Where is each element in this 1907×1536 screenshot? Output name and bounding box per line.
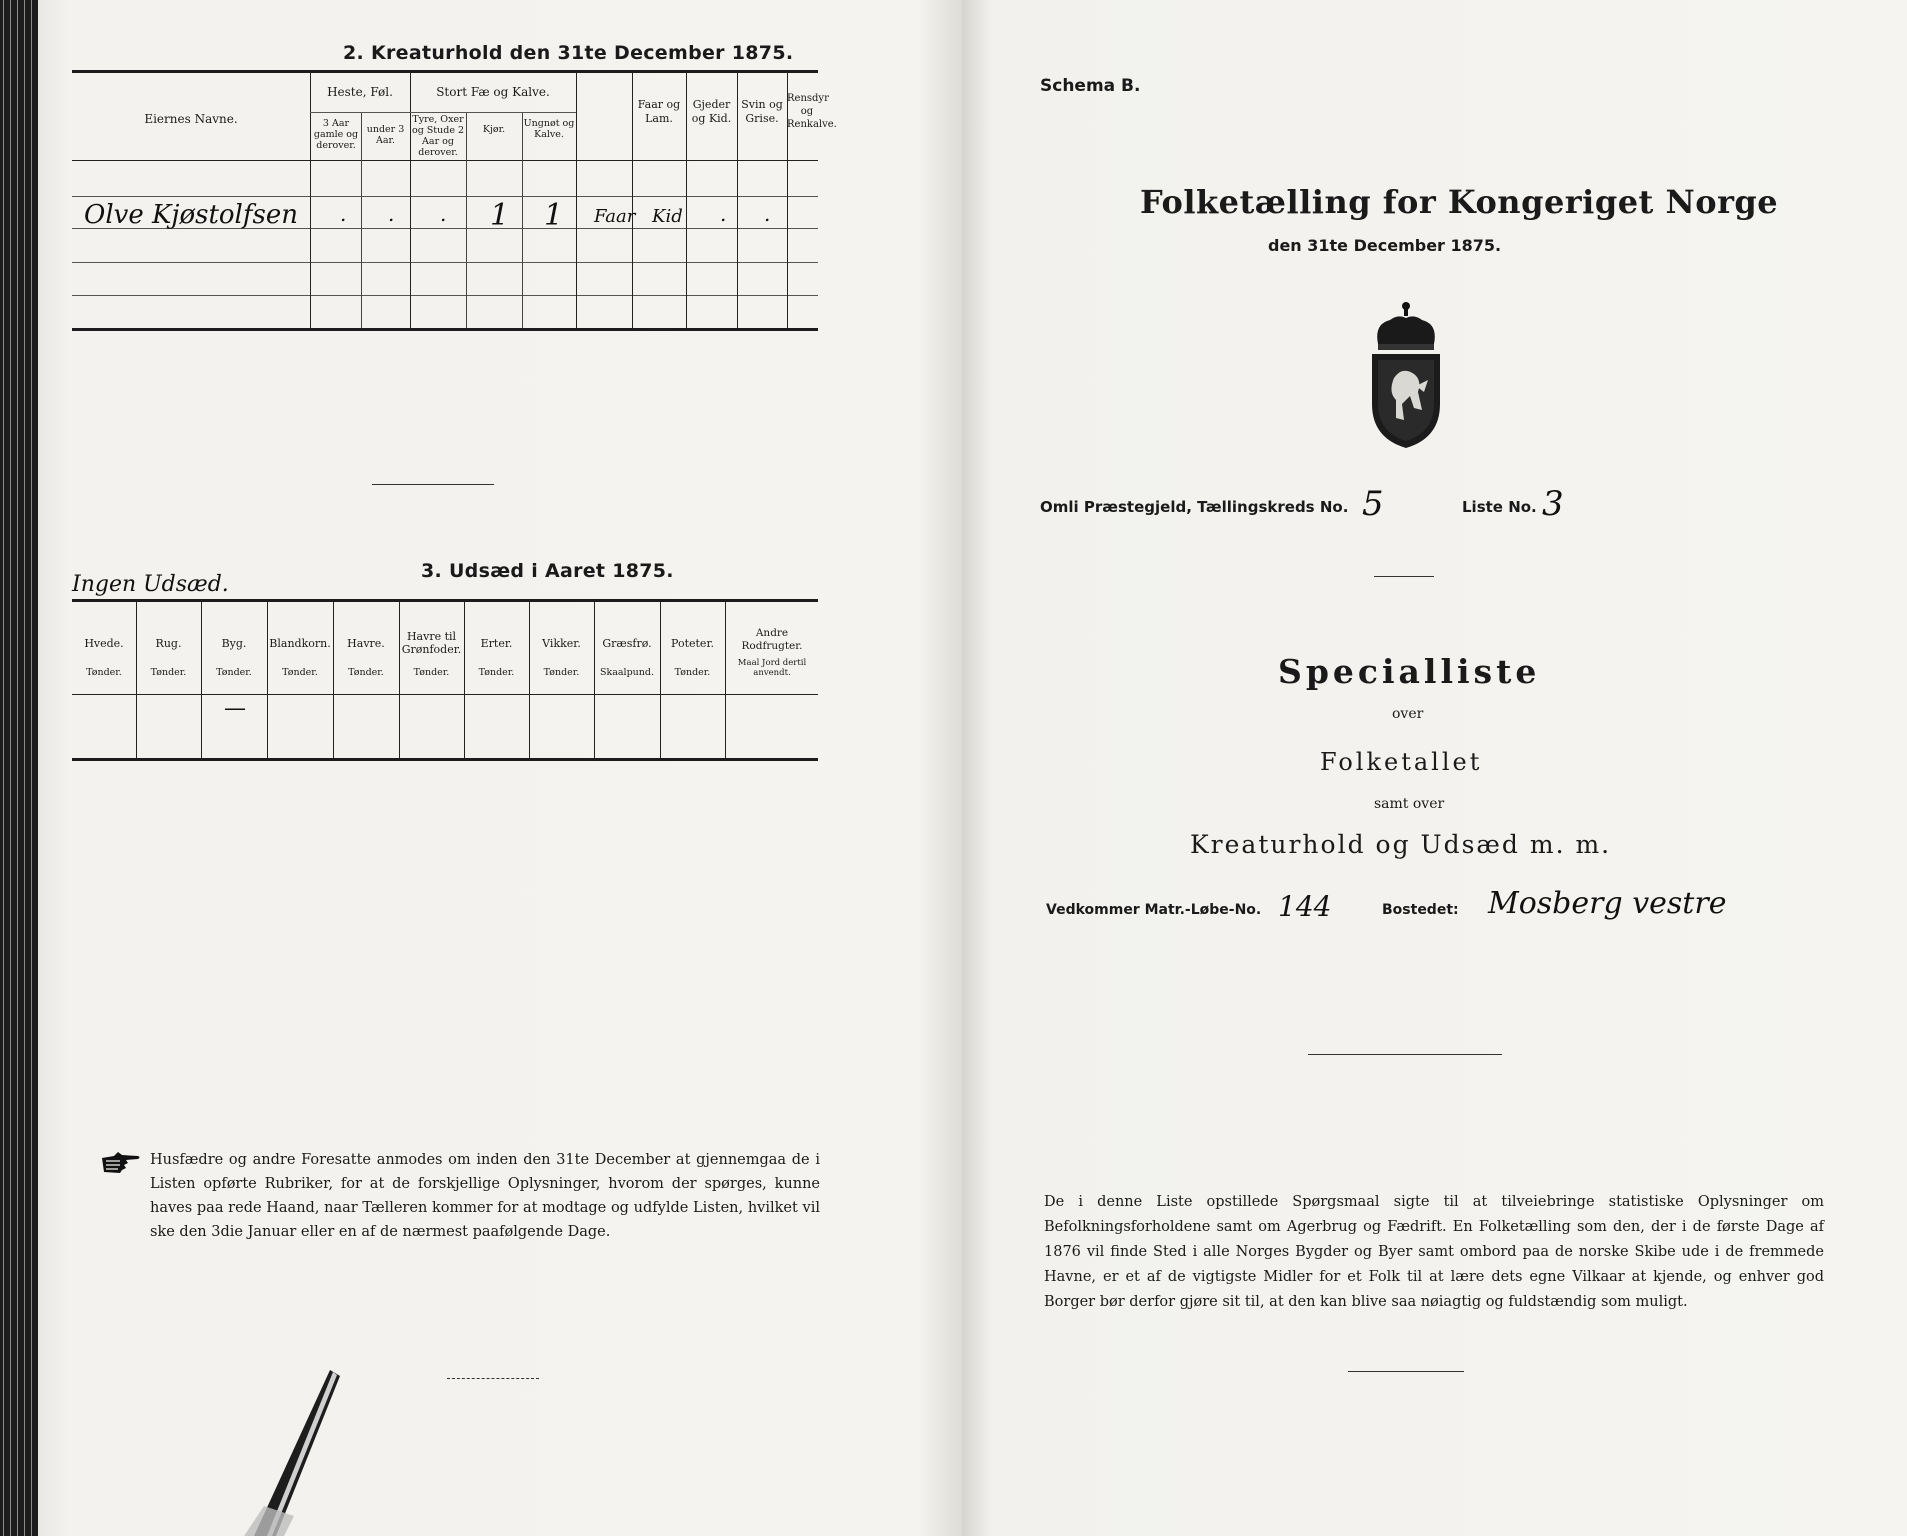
over-text: over [1392, 706, 1424, 722]
table3-header-rule [72, 694, 818, 695]
col-ungnot: Ungnøt og Kalve. [523, 118, 575, 140]
section2-title: 2. Kreaturhold den 31te December 1875. [343, 42, 794, 64]
left-page: 2. Kreaturhold den 31te December 1875. Eiernes Navne. Heste, Føl. Stort Fæ og Kalve. 3 Aar gamle og derover. under 3 Aar. Tyre, Oxer og Stude 2 Aar og derover. Kjør. Ungnøt og Kalve. Faar og Lam. Gjeder og Kid. Svin og Grise. Rensdyr og Renkalve. Olve Kjøstolfsen . . . 1 1 Faar Kid . . Ingen Udsæd. 3. Udsæd i Aaret 1875. Hvede. Tønder. Rug. Tønder. Byg. Tønder. Blandkorn. Tønder. Havre. Tønder. Havre til Grønfoder. Tønder. Erter. Tønder. Vikker. Tønder. Græsfrø. Skaalpund. Poteter. Tønder. Andre Rodfrugter. Maal Jord dertil anvendt. — Husfædre og andre Foresatte anmodes om inden den 31te December at gjennemgaa de i Listen opførte Rubriker, for at de forskjellige Oplysninger, hvorom der spørges, kunne haves paa rede Haand, naar Tælleren kommer for at modtage og udfylde Listen, hvilket vil ske den 3die Januar eller en af de nærmest paafølgende Dage. [38, 0, 962, 1536]
section3-title: 3. Udsæd i Aaret 1875. [421, 560, 674, 582]
value-ungnot: 1 [544, 198, 564, 233]
right-page [962, 0, 1907, 1536]
col-kjor: Kjør. [482, 124, 506, 135]
table3-bottom-rule [72, 758, 818, 761]
tellingskreds-no: 5 [1362, 484, 1384, 524]
title-date: den 31te December 1875. [1268, 236, 1502, 255]
udsaed-note: Ingen Udsæd. [72, 572, 229, 597]
value-faar: Faar [594, 206, 636, 227]
value-gjeder: Kid [652, 206, 683, 227]
info-paragraph: De i denne Liste opstillede Spørgsmaal sigte til at tilveiebringe statistiske Oplysninger om Befolkningsforholdene samt om Agerbrug og Fædrift. En Folketælling som den, der i de første Dage af 1876 vil finde Sted i alle Norges Bygder og Byer samt ombord paa de norske Skibe ude i de fremmede Havne, er et af de vigtigste Midler for et Folk til at lære dets egne Vilkaar at kjende, og enhver god Borger bør derfor gjøre sit til, at den kan blive saa nøiagtig og fuldstændig som muligt. [1044, 1194, 1824, 1310]
folketallet-text: Folketallet [1320, 748, 1483, 776]
owner-name: Olve Kjøstolfsen [84, 200, 298, 230]
col-gjeder: Gjeder og Kid. [691, 98, 732, 125]
bostedet-label: Bostedet: [1382, 902, 1459, 918]
notice-text: Husfædre og andre Foresatte anmodes om inden den 31te December at gjennemgaa de i Listen opførte Rubriker, for at de forskjellige Oplysninger, hvorom der spørges, kunne haves paa rede Haand, naar Tælleren kommer for at modtage og udfylde Listen, hvilket vil ske den 3die Januar eller en af de nærmest paafølgende Dage. [150, 1152, 820, 1240]
matr-label: Vedkommer Matr.-Løbe-No. [1046, 902, 1262, 918]
table2-bottom-rule [72, 328, 818, 331]
owner-header: Eiernes Navne. [144, 112, 238, 126]
schema-label: Schema B. [1040, 76, 1141, 96]
table2-top-rule [72, 70, 818, 73]
pen-icon [234, 1366, 344, 1536]
table2-header-rule [72, 160, 818, 161]
col-under3: under 3 Aar. [366, 124, 405, 146]
col-3aar: 3 Aar gamle og derover. [313, 118, 359, 151]
coat-of-arms-icon [1364, 300, 1448, 450]
matr-no: 144 [1278, 890, 1332, 923]
liste-label: Liste No. [1462, 498, 1537, 516]
value-kjor: 1 [490, 198, 510, 233]
pointing-hand-icon [100, 1150, 142, 1176]
group-stort-fae: Stort Fæ og Kalve. [436, 85, 550, 99]
byg-mark: — [224, 696, 246, 721]
page-edge [0, 0, 38, 1536]
kreaturhold-text: Kreaturhold og Udsæd m. m. [1190, 830, 1612, 859]
col-faar: Faar og Lam. [637, 98, 681, 125]
prestegjeld-label: Omli Præstegjeld, Tællingskreds No. [1040, 498, 1349, 516]
table3-top-rule [72, 599, 818, 602]
bostedet-value: Mosberg vestre [1488, 886, 1727, 921]
specialliste-title: Specialliste [1278, 652, 1541, 691]
col-tyre: Tyre, Oxer og Stude 2 Aar og derover. [411, 114, 465, 158]
col-svin: Svin og Grise. [741, 98, 783, 125]
samt-over-text: samt over [1374, 796, 1445, 812]
group-heste: Heste, Føl. [327, 85, 393, 99]
liste-no: 3 [1542, 484, 1564, 524]
main-title: Folketælling for Kongeriget Norge [1140, 183, 1779, 221]
col-rensdyr: Rensdyr og Renkalve. [787, 93, 837, 130]
